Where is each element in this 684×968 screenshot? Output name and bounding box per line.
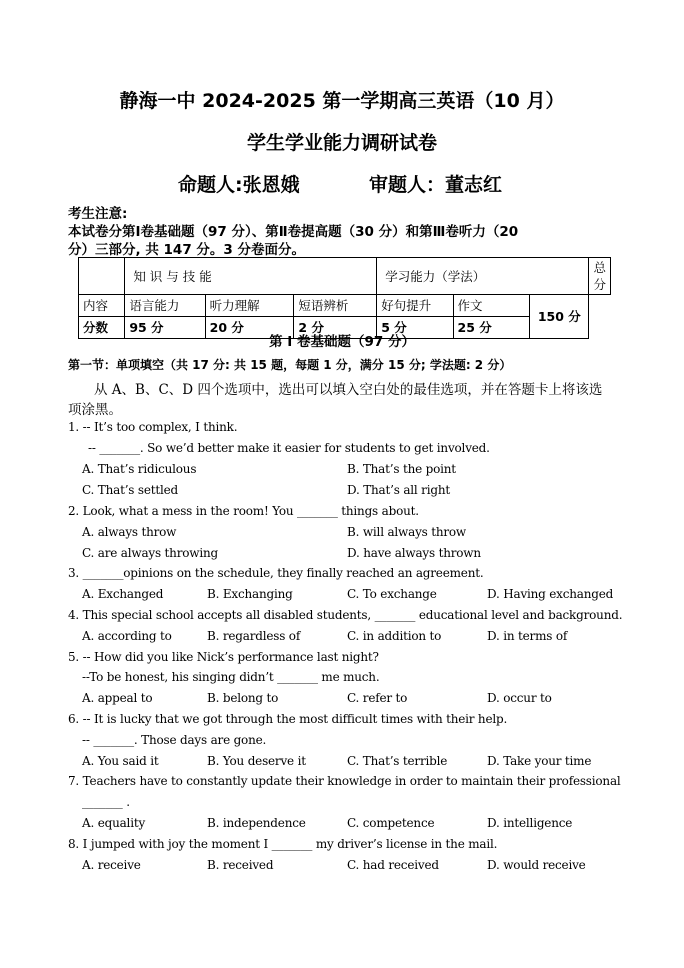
option-c: C. To exchange bbox=[347, 587, 437, 601]
question-stem-continued: _______ . bbox=[82, 795, 130, 809]
method-group-header: 学习能力（学法） bbox=[377, 258, 589, 295]
column-label: 听力理解 bbox=[205, 295, 294, 317]
option-d: D. in terms of bbox=[487, 629, 568, 643]
option-b: B. regardless of bbox=[207, 629, 301, 643]
question-stem: 4. This special school accepts all disabled students, _______ educational level and background. bbox=[68, 608, 623, 622]
option-a: A. You said it bbox=[82, 754, 159, 768]
column-label: 短语辨析 bbox=[294, 295, 377, 317]
question-stem: 7. Teachers have to constantly update their knowledge in order to maintain their professional bbox=[68, 774, 621, 788]
option-b: B. will always throw bbox=[347, 525, 467, 539]
score-row-label: 分数 bbox=[79, 317, 125, 339]
option-a: A. equality bbox=[82, 816, 146, 830]
total-score: 150 分 bbox=[530, 295, 589, 339]
instructions-line-1: 从 A、B、C、D 四个选项中，选出可以填入空白处的最佳选项，并在答题卡上将该选 bbox=[94, 382, 603, 398]
option-a: A. That’s ridiculous bbox=[82, 462, 197, 476]
page-title: 静海一中 2024-2025 第一学期高三英语（10 月） bbox=[119, 90, 565, 112]
option-c: C. competence bbox=[347, 816, 435, 830]
notice-heading: 考生注意: bbox=[68, 206, 128, 222]
option-c: C. That’s terrible bbox=[347, 754, 448, 768]
option-a: A. always throw bbox=[82, 525, 177, 539]
question-stem: 3. _______opinions on the schedule, they finally reached an agreement. bbox=[68, 566, 484, 580]
score-table bbox=[78, 257, 611, 339]
question-stem: 1. -- It’s too complex, I think. bbox=[68, 420, 238, 434]
option-d: D. That’s all right bbox=[347, 483, 450, 497]
option-d: D. occur to bbox=[487, 691, 552, 705]
option-b: B. Exchanging bbox=[207, 587, 293, 601]
question-stem-continued: -- _______. So we’d better make it easier for students to get involved. bbox=[88, 441, 490, 455]
option-c: C. had received bbox=[347, 858, 439, 872]
score-cell: 2 分 bbox=[294, 317, 377, 339]
option-a: A. appeal to bbox=[82, 691, 153, 705]
option-d: D. would receive bbox=[487, 858, 586, 872]
option-a: A. receive bbox=[82, 858, 141, 872]
option-b: B. You deserve it bbox=[207, 754, 306, 768]
score-cell: 5 分 bbox=[377, 317, 453, 339]
content-row-label: 内容 bbox=[79, 295, 125, 317]
option-d: D. have always thrown bbox=[347, 546, 481, 560]
total-header: 总分 bbox=[589, 258, 611, 295]
option-b: B. That’s the point bbox=[347, 462, 456, 476]
question-stem: 5. -- How did you like Nick’s performance last night? bbox=[68, 650, 379, 664]
score-cell: 95 分 bbox=[125, 317, 205, 339]
option-d: D. intelligence bbox=[487, 816, 573, 830]
notice-line-1: 本试卷分第Ⅰ卷基础题（97 分）、第Ⅱ卷提高题（30 分）和第Ⅲ卷听力（20 bbox=[68, 224, 519, 240]
option-a: A. Exchanged bbox=[82, 587, 164, 601]
question-stem: 6. -- It is lucky that we got through the most difficult times with their help. bbox=[68, 712, 508, 726]
option-d: D. Take your time bbox=[487, 754, 592, 768]
part-title: 第 I 卷基础题（97 分） bbox=[269, 334, 415, 350]
option-a: A. according to bbox=[82, 629, 172, 643]
author-line: 命题人:张恩娥 bbox=[178, 174, 300, 196]
table-corner-cell bbox=[79, 258, 125, 295]
option-b: B. belong to bbox=[207, 691, 279, 705]
column-label: 好句提升 bbox=[377, 295, 453, 317]
page-subtitle: 学生学业能力调研试卷 bbox=[246, 132, 437, 154]
column-label: 作文 bbox=[453, 295, 530, 317]
question-stem: 8. I jumped with joy the moment I _______ my driver’s license in the mail. bbox=[68, 837, 498, 851]
option-b: B. independence bbox=[207, 816, 306, 830]
question-stem-continued: --To be honest, his singing didn’t _______ me much. bbox=[82, 670, 380, 684]
option-d: D. Having exchanged bbox=[487, 587, 614, 601]
score-cell: 20 分 bbox=[205, 317, 294, 339]
section-title: 第一节：单项填空（共 17 分: 共 15 题，每题 1 分，满分 15 分; 学法题: 2 分） bbox=[68, 358, 512, 372]
column-label: 语言能力 bbox=[125, 295, 205, 317]
question-stem: 2. Look, what a mess in the room! You _______ things about. bbox=[68, 504, 419, 518]
score-cell: 25 分 bbox=[453, 317, 530, 339]
instructions-line-2: 项涂黑。 bbox=[68, 402, 122, 418]
reviewer-line: 审题人：董志红 bbox=[369, 174, 503, 196]
option-c: C. refer to bbox=[347, 691, 408, 705]
question-stem-continued: -- _______. Those days are gone. bbox=[82, 733, 267, 747]
option-c: C. are always throwing bbox=[82, 546, 218, 560]
option-c: C. in addition to bbox=[347, 629, 442, 643]
option-b: B. received bbox=[207, 858, 274, 872]
skills-group-header: 知 识 与 技 能 bbox=[125, 258, 377, 295]
notice-line-2: 分）三部分, 共 147 分。3 分卷面分。 bbox=[68, 242, 306, 258]
option-c: C. That’s settled bbox=[82, 483, 179, 497]
